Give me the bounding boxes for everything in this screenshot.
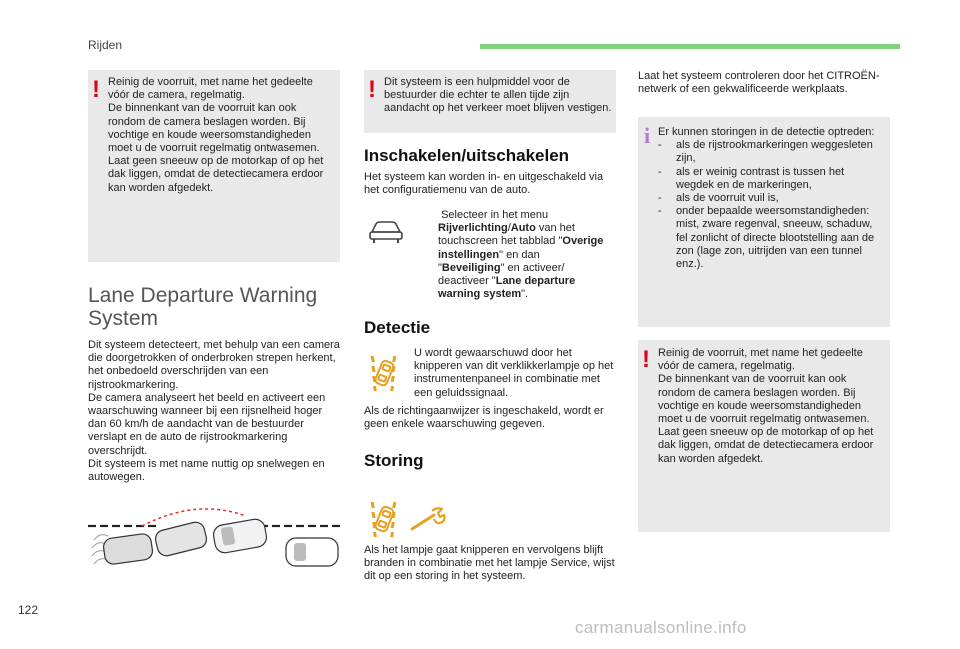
warning-box-windscreen-2 [638,340,890,532]
paragraph: Dit systeem detecteert, met behulp van een camera die doorgetrokken of onderbroken strepen herkent, het onbedoeld overschrijden van een rijstrookmarkering. [88,339,340,391]
warning-icon: ! [92,76,100,103]
lane-warning-lamp-icon [368,498,402,538]
list-item: - als de rijstrookmarkeringen weggesleten zijn, [658,139,884,165]
toggle-intro: Het systeem kan worden in- en uitgeschakeld via het configuratiemenu van de auto. [364,171,604,197]
section-title: Lane Departure Warning System [88,284,318,330]
warning-box-attention [364,70,616,133]
warning-text: De binnenkant van de voorruit kan ook rondom de camera beslagen worden. Bij vochtige en koude weersomstandigheden moet u de voorruit regelmatig ontwasemen. [108,102,320,155]
warning-text: Laat geen sneeuw op de motorkap of op het dak liggen, omdat de detectiecamera erdoor kan worden afgedekt. [108,155,324,194]
heading-toggle: Inschakelen/uitschakelen [364,146,570,165]
warning-text: De binnenkant van de voorruit kan ook rondom de camera beslagen worden. Bij vochtige en koude weersomstandigheden moet u de voorruit regelmatig ontwasemen. [658,373,870,426]
header-accent-bar [480,44,900,49]
lane-warning-lamp-icon [368,352,402,392]
section-label: Rijden [88,38,123,52]
network-check-text: Laat het systeem controleren door het CITROËN-netwerk of een gekwalificeerde werkplaats. [638,70,880,96]
info-icon: i [644,123,651,148]
lane-departure-illustration [86,500,344,580]
warning-icon: ! [368,76,376,103]
info-box-detection-faults [638,117,890,327]
warning-text: Dit systeem is een hulpmiddel voor de bestuurder die echter te allen tijde zijn aandacht op het verkeer moet blijven vestigen. [384,76,612,115]
fault-conditions-list [658,139,884,271]
warning-box-windscreen [88,70,340,262]
page-number: 122 [18,603,39,617]
fault-text: Als het lampje gaat knipperen en vervolgens blijft branden in combinatie met het lampje Service, wijst dit op een storing in het systeem. [364,544,615,583]
detection-text-2: Als de richtingaanwijzer is ingeschakeld, wordt er geen enkele waarschuwing gegeven. [364,405,604,431]
warning-icon: ! [642,346,650,373]
info-lead: Er kunnen storingen in de detectie optreden: [658,126,875,138]
warning-text: Reinig de voorruit, met name het gedeelte vóór de camera, regelmatig. [658,347,863,373]
car-settings-icon [366,216,406,244]
menu-instruction: Selecteer in het menu Rijverlichting/Auto van het touchscreen het tabblad "Overige instellingen" en dan "Beveiliging" en activeer/ deactiveer "Lane departure warning system". [438,209,604,301]
paragraph: Dit systeem is met name nuttig op snelwegen en autowegen. [88,457,325,484]
warning-text: Reinig de voorruit, met name het gedeelte vóór de camera, regelmatig. [108,76,313,102]
heading-detection: Detectie [364,318,431,337]
description-text [88,339,340,484]
list-item: - onder bepaalde weersomstandigheden: mist, zware regenval, sneeuw, schaduw, fel zonlicht of directe blootstelling aan de zon (lage zon, uitrijden van een tunnel enz.). [658,205,884,271]
paragraph: De camera analyseert het beeld en activeert een waarschuwing wanneer bij een rijsnelheid hoger dan 60 km/h de aandacht van de bestuurder verslapt en de auto de rijstrookmarkering overschrijdt. [88,391,326,457]
list-item: - als de voorruit vuil is, [658,192,884,205]
watermark: carmanualsonline.info [575,618,747,637]
service-wrench-icon [408,505,452,533]
warning-text: Laat geen sneeuw op de motorkap of op het dak liggen, omdat de detectiecamera erdoor kan worden afgedekt. [658,426,874,465]
heading-fault: Storing [364,451,424,470]
detection-text: U wordt gewaarschuwd door het knipperen van dit verklikkerlampje op het instrumentenpaneel in combinatie met een geluidssignaal. [414,347,614,399]
list-item: - als er weinig contrast is tussen het wegdek en de markeringen, [658,166,884,192]
